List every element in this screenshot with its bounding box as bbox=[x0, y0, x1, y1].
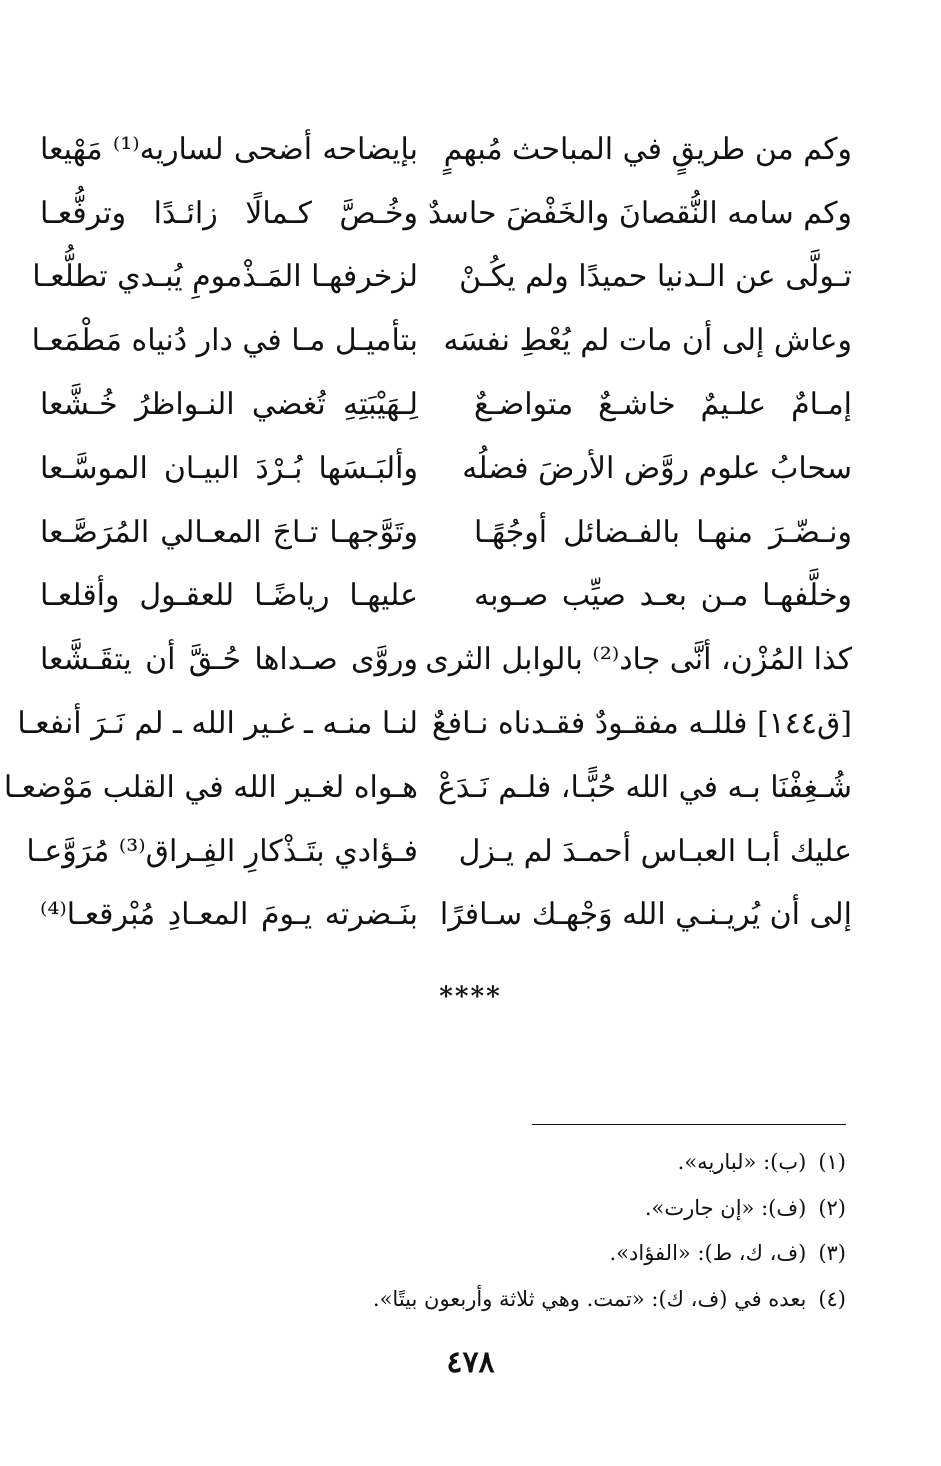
verse-second-hemistich: وألبَـسَها بُـرْدَ البيـان الموسَّـعا bbox=[40, 450, 418, 486]
poem-verse bbox=[26, 820, 852, 884]
verse-second-hemistich: وخُـصَّ كـمالًا زائـدًا وترفُّعـا bbox=[40, 195, 418, 231]
verse-second-hemistich: هـواه لغـير الله في القلب مَوْضعـا bbox=[3, 769, 418, 805]
verse-first-hemistich: سحابُ علوم روَّض الأرضَ فضلُه bbox=[462, 450, 852, 486]
verse-first-hemistich: وكم من طريقٍ في المباحث مُبهمٍ bbox=[443, 131, 852, 167]
verse-first-hemistich: وخلَّفهـا مـن بعـد صيِّب صـوبه bbox=[474, 578, 852, 614]
poem-verse bbox=[40, 565, 852, 629]
verse-first-hemistich: كذا المُزْن، أنَّى جاد⁽²⁾ بالوابل الثرى bbox=[425, 642, 852, 678]
verse-first-hemistich: ونـضّـرَ منهـا بالفـضائل أوجُهًـا bbox=[474, 514, 852, 550]
verse-first-hemistich: وكم سامه النُّقصانَ والخَفْضَ حاسدٌ bbox=[427, 195, 852, 231]
footnote-number: (٣) bbox=[818, 1241, 846, 1265]
poem-verse bbox=[17, 692, 852, 756]
verse-first-hemistich: تـولَّى عن الـدنيا حميدًا ولم يكُـنْ bbox=[459, 259, 852, 295]
poem-verse bbox=[31, 309, 852, 373]
poem-verse bbox=[40, 373, 852, 437]
footnote-text: (ب): «لباريه». bbox=[677, 1150, 807, 1174]
footnote-text: (ف، ك، ط): «الفؤاد». bbox=[609, 1241, 807, 1265]
poem bbox=[3, 118, 852, 947]
verse-first-hemistich: [ق١٤٤] فللـه مفقـودٌ فقـدناه نـافعٌ bbox=[431, 706, 852, 742]
poem-verse bbox=[40, 182, 852, 246]
verse-second-hemistich: وروَّى صـداها حُـقَّ أن يتقَـشَّعا bbox=[40, 642, 418, 678]
footnote bbox=[180, 1231, 846, 1277]
footnotes bbox=[180, 1140, 846, 1322]
verse-first-hemistich: عليك أبـا العبـاس أحمـدَ لم يـزل bbox=[458, 833, 852, 869]
verse-second-hemistich: بإيضاحه أضحى لساريه⁽¹⁾ مَهْيعا bbox=[40, 131, 418, 167]
footnote-text: بعده في (ف، ك): «تمت. وهي ثلاثة وأربعون بيتًا». bbox=[372, 1286, 807, 1311]
footnote-number: (٢) bbox=[818, 1195, 846, 1220]
footnote-number: (٤) bbox=[818, 1286, 846, 1311]
poem-verse bbox=[40, 118, 852, 182]
footnote bbox=[180, 1140, 846, 1186]
footnote bbox=[180, 1186, 846, 1232]
footnote bbox=[180, 1277, 846, 1323]
verse-first-hemistich: إلى أن يُريـنـي الله وَجْهـك سـافرًا bbox=[439, 897, 852, 933]
poem-verse bbox=[40, 437, 852, 501]
poem-verse bbox=[32, 246, 852, 310]
page-number: ٤٧٨ bbox=[446, 1345, 495, 1380]
footnote-number: (١) bbox=[818, 1150, 846, 1174]
verse-first-hemistich: وعاش إلى أن مات لم يُعْطِ نفسَه bbox=[443, 323, 852, 359]
poem-verse bbox=[3, 756, 852, 820]
footnote-divider bbox=[532, 1124, 846, 1125]
poem-verse bbox=[40, 884, 852, 948]
footnote-text: (ف): «إن جارت». bbox=[644, 1195, 807, 1220]
verse-second-hemistich: لنـا منـه ـ غـير الله ـ لم نَـرَ أنفعـا bbox=[17, 706, 418, 742]
verse-second-hemistich: وتَوَّجهـا تـاجَ المعـالي المُرَصَّـعا bbox=[40, 514, 418, 550]
verse-second-hemistich: لِـهَيْبَتِهِ تُغضي النـواظرُ خُـشَّعا bbox=[40, 387, 418, 423]
verse-second-hemistich: لزخرفهـا المَـذْمومِ يُبـدي تطلُّعـا bbox=[32, 259, 418, 295]
poem-verse bbox=[40, 501, 852, 565]
verse-second-hemistich: بنَـضرته يـومَ المعـادِ مُبْرقعـا⁽⁴⁾ bbox=[40, 897, 418, 933]
verse-second-hemistich: بتأميـل مـا في دار دُنياه مَطْمَعـا bbox=[31, 323, 418, 359]
verse-second-hemistich: فـؤادي بتَـذْكارِ الفِـراق⁽³⁾ مُرَوَّعـا bbox=[26, 833, 418, 869]
verse-first-hemistich: إمـامٌ علـيمٌ خاشـعٌ متواضـعٌ bbox=[474, 387, 852, 423]
verse-first-hemistich: شُـغِفْنَا بـه في الله حُبًّـا، فلـم نَـدَعْ bbox=[437, 769, 852, 805]
poem-verse bbox=[40, 628, 852, 692]
verse-second-hemistich: عليهـا رياضًـا للعقـول وأقلعـا bbox=[40, 578, 418, 614]
section-separator: **** bbox=[439, 982, 502, 1012]
